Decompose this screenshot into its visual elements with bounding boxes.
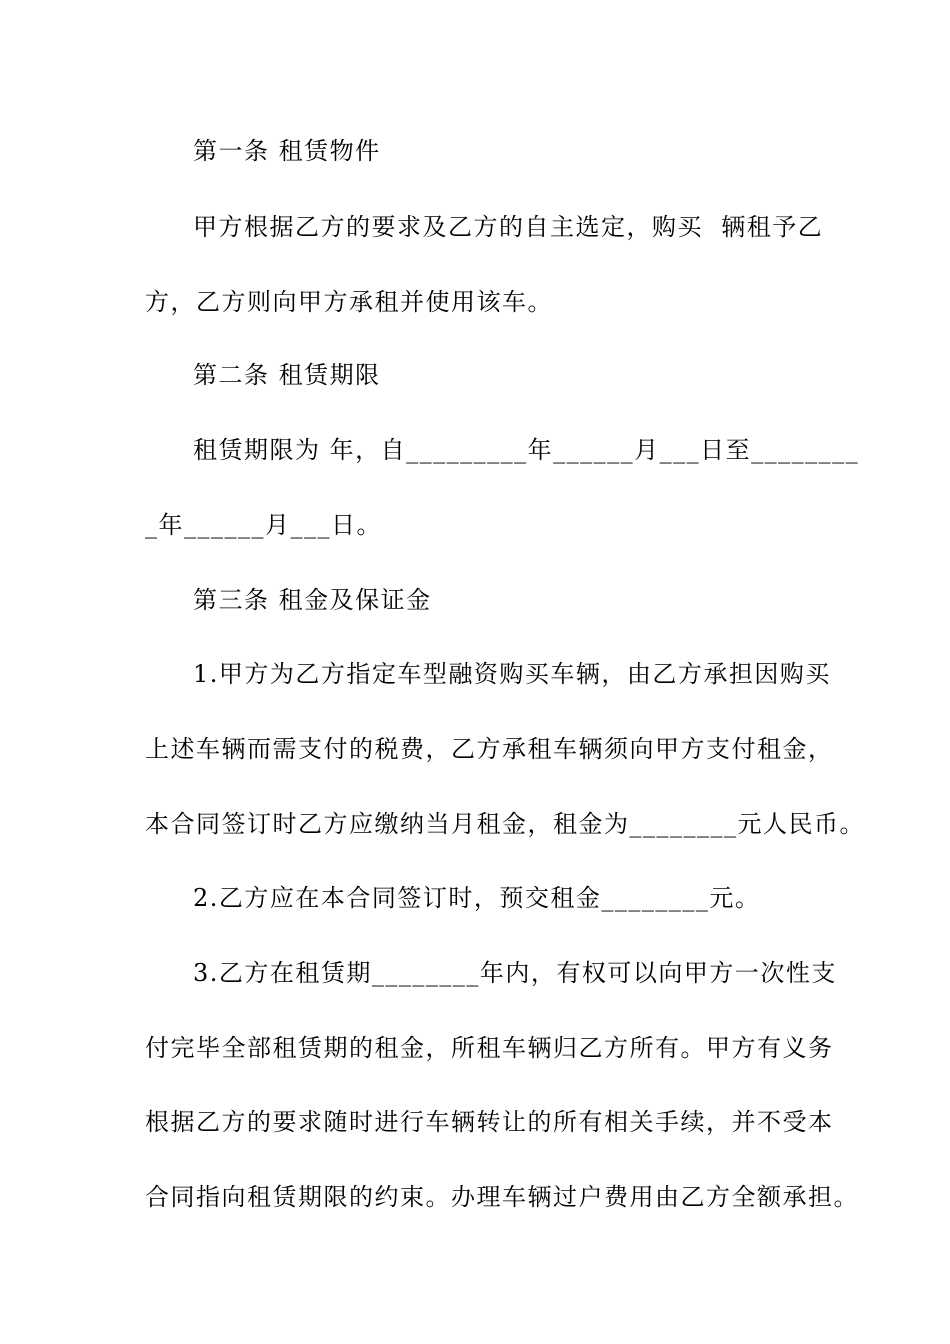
article-1-heading: 第一条 租赁物件 [193,137,381,165]
paragraph-line: 上述车辆而需支付的税费，乙方承租车辆须向甲方支付租金， [145,735,834,763]
paragraph-line: 方，乙方则向甲方承租并使用该车。 [145,288,553,316]
paragraph-line: 1.甲方为乙方指定车型融资购买车辆，由乙方承担因购买 [193,660,831,688]
paragraph-line: 2.乙方应在本合同签订时，预交租金________元。 [193,884,761,912]
article-2-heading: 第二条 租赁期限 [193,361,381,389]
article-3-heading: 第三条 租金及保证金 [193,586,432,614]
paragraph-line: 根据乙方的要求随时进行车辆转让的所有相关手续，并不受本 [145,1108,834,1136]
paragraph-line: 合同指向租赁期限的约束。办理车辆过户费用由乙方全额承担。 [145,1183,859,1211]
paragraph-line: 本合同签订时乙方应缴纳当月租金，租金为________元人民币。 [145,810,865,838]
paragraph-line: _年______月___日。 [145,511,382,539]
paragraph-line: 付完毕全部租赁期的租金，所租车辆归乙方所有。甲方有义务 [145,1034,834,1062]
paragraph-line: 甲方根据乙方的要求及乙方的自主选定，购买 辆租予乙 [193,213,824,241]
paragraph-line: 3.乙方在租赁期________年内，有权可以向甲方一次性支 [193,959,837,987]
paragraph-line: 租赁期限为 年，自_________年______月___日至________ [193,436,860,464]
